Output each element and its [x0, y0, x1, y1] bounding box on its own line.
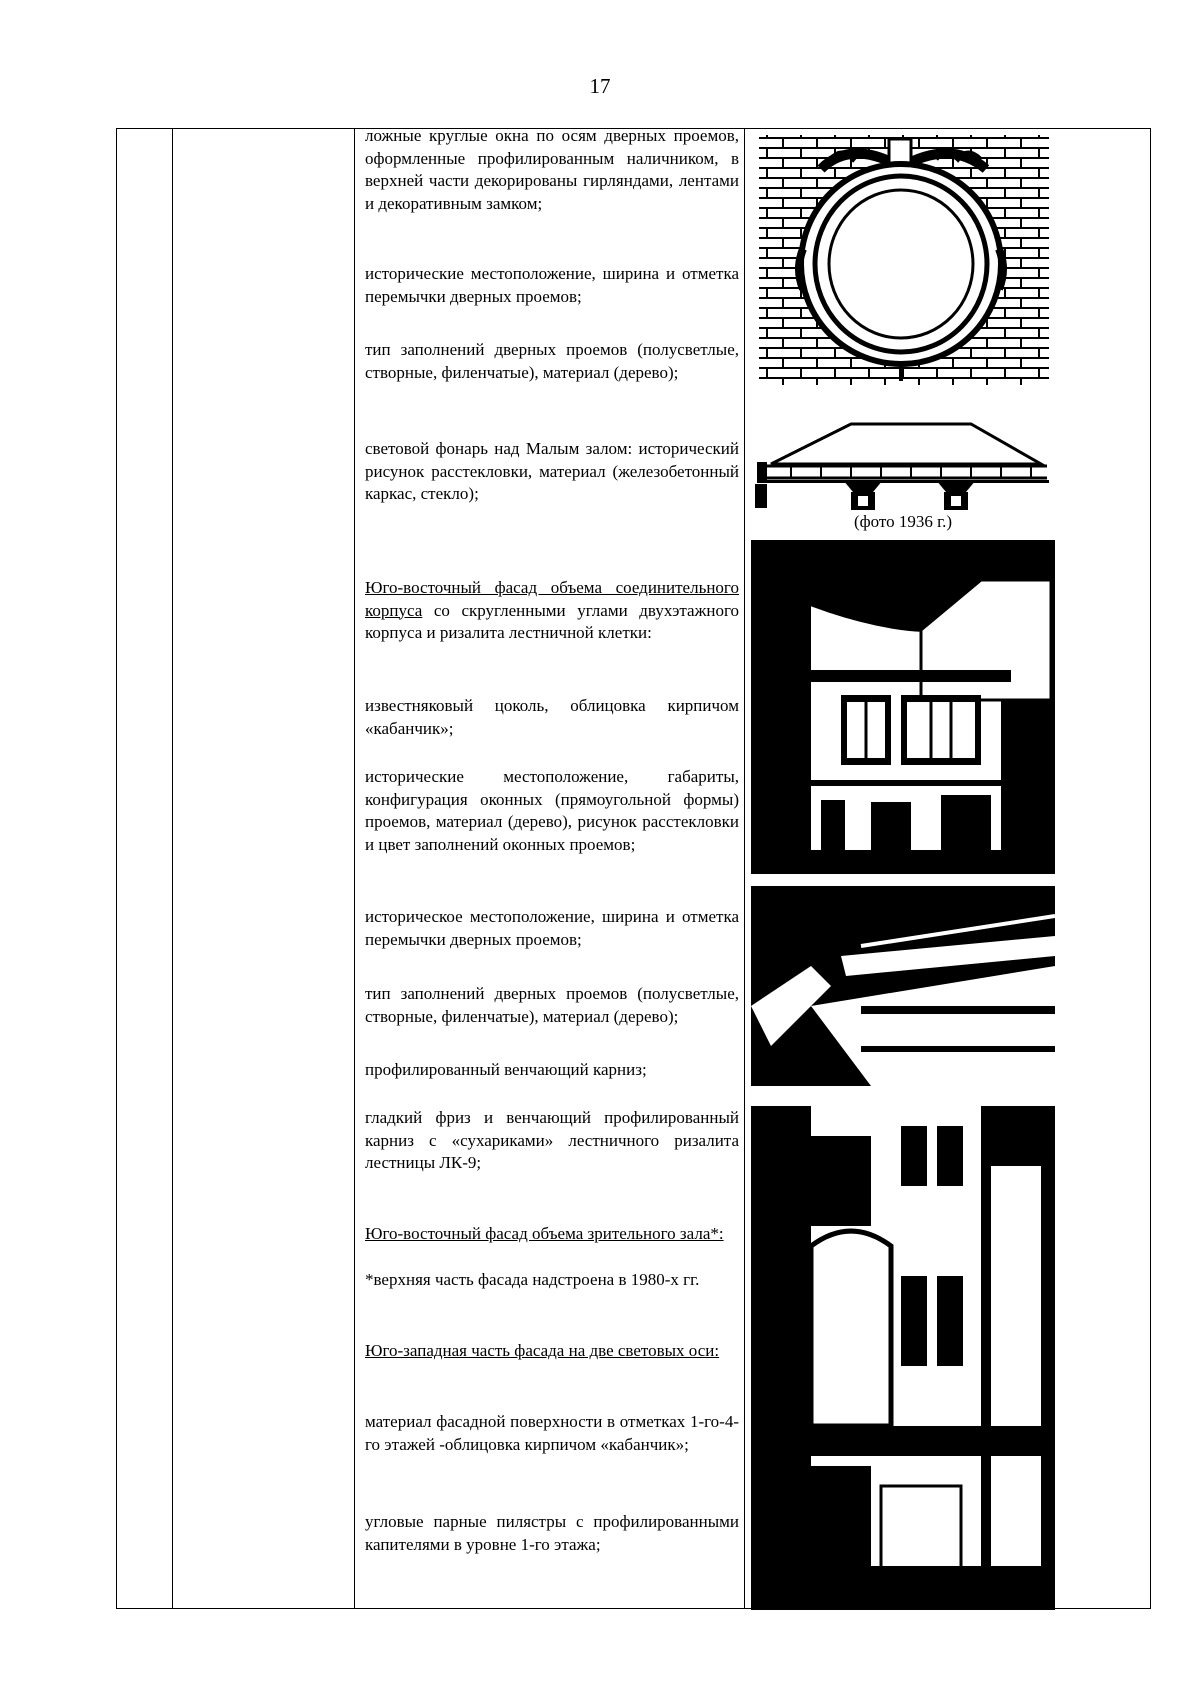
photo-column	[751, 129, 1136, 1608]
page-number: 17	[589, 74, 611, 98]
paragraph: известняковый цоколь, облицовка кирпичом «кабанчик»;	[365, 696, 739, 738]
paragraph: материал фасадной поверхности в отметках 1-го-4-го этажей -облицовка кирпичом «кабанчик»;	[365, 1412, 739, 1454]
paragraph: историческое местоположение, ширина и отметка перемычки дверных проемов;	[365, 907, 739, 949]
paragraph-text: со скругленными углами двухэтажного корпуса и ризалита лестничной клетки:	[365, 600, 739, 642]
paragraph: ложные круглые окна по осям дверных проемов, оформленные профилированным наличником, в верхней части декорированы гирляндами, лентами и декоративным замком;	[365, 126, 739, 213]
paragraph: *верхняя часть фасада надстроена в 1980-х гг.	[365, 1270, 700, 1289]
description-column	[365, 126, 739, 1608]
paragraph: угловые парные пилястры с профилированными капителями в уровне 1-го этажа;	[365, 1512, 739, 1554]
photo-caption: (фото 1936 г.)	[853, 512, 953, 531]
section-heading: Юго-восточный фасад объема зрительного зала*:	[365, 1224, 724, 1243]
paragraph	[365, 577, 739, 645]
column-divider	[172, 129, 173, 1608]
paragraph: исторические местоположение, габариты, конфигурация оконных (прямоугольной формы) проемов, материал (дерево), рисунок расстекловки и цвет заполнений оконных проемов;	[365, 767, 739, 854]
round-window-drawing	[751, 129, 1055, 393]
skylight-drawing	[751, 414, 1055, 514]
facade-photo	[751, 1106, 1055, 1610]
paragraph: световой фонарь над Малым залом: исторический рисунок расстекловки, материал (железобетонный каркас, стекло);	[365, 439, 739, 503]
paragraph: профилированный венчающий карниз;	[365, 1060, 647, 1079]
heritage-table	[116, 128, 1151, 1609]
section-heading: Юго-западная часть фасада на две световых оси:	[365, 1341, 720, 1360]
paragraph: тип заполнений дверных проемов (полусветлые, створные, филенчатые), материал (дерево);	[365, 984, 739, 1026]
section-heading: Юго-восточный фасад объема соединительного корпуса	[365, 578, 739, 620]
paragraph: тип заполнений дверных проемов (полусветлые, створные, филенчатые), материал (дерево);	[365, 340, 739, 382]
paragraph: гладкий фриз и венчающий профилированный карниз с «сухариками» лестничного ризалита лестницы ЛК-9;	[365, 1108, 739, 1172]
cornice-photo	[751, 886, 1055, 1086]
column-divider	[744, 129, 745, 1608]
column-divider	[354, 129, 355, 1608]
courtyard-photo	[751, 540, 1055, 874]
paragraph: исторические местоположение, ширина и отметка перемычки дверных проемов;	[365, 264, 739, 306]
